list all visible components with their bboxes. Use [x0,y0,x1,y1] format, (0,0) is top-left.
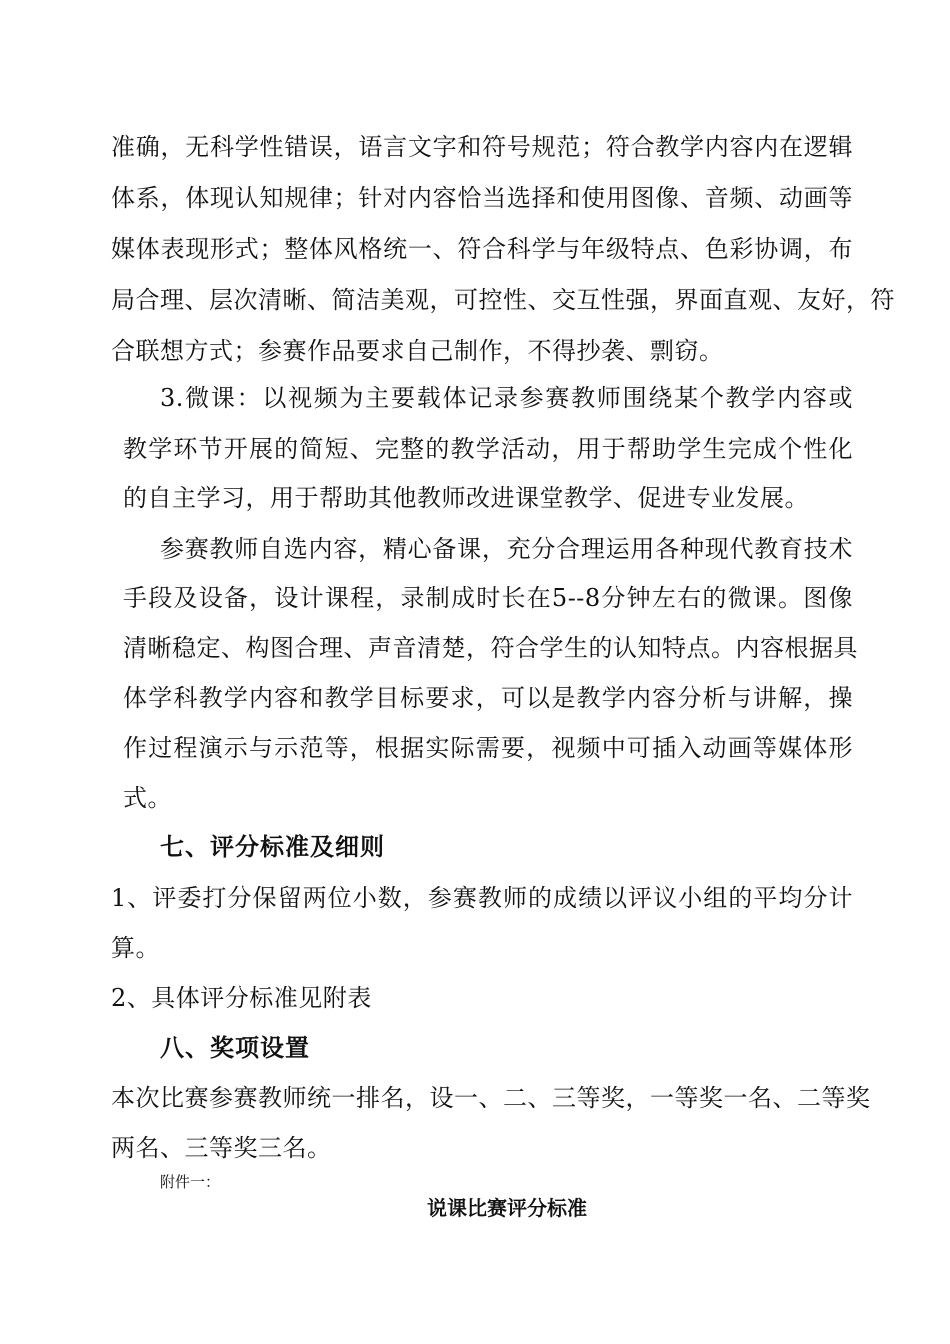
microlesson-detail-line: 式。 [123,784,172,812]
microlesson-detail-line: 参赛教师自选内容，精心备课，充分合理运用各种现代教育技术 [160,535,853,563]
paragraph-line: 媒体表现形式；整体风格统一、符合科学与年级特点、色彩协调，布 [111,235,853,263]
microlesson-detail-line: 体学科教学内容和教学目标要求，可以是教学内容分析与讲解，操 [123,684,853,712]
microlesson-detail-line: 清晰稳定、构图合理、声音清楚，符合学生的认知特点。内容根据具 [123,634,858,662]
scoring-item-1-line: 1、评委打分保留两位小数，参赛教师的成绩以评议小组的平均分计 [111,884,853,912]
microlesson-detail-line: 手段及设备，设计课程，录制成时长在5--8分钟左右的微课。图像 [123,584,853,612]
attachment-label: 附件一： [160,1173,221,1191]
awards-line: 本次比赛参赛教师统一排名，设一、二、三等奖，一等奖一名、二等奖 [111,1084,871,1112]
paragraph-line: 体系，体现认知规律；针对内容恰当选择和使用图像、音频、动画等 [111,184,853,212]
awards-line: 两名、三等奖三名。 [111,1134,332,1162]
scoring-item-2: 2、具体评分标准见附表 [111,984,372,1012]
paragraph-line: 合联想方式；参赛作品要求自己制作，不得抄袭、剽窃。 [111,337,724,365]
section-heading-seven: 七、评分标准及细则 [160,833,385,861]
microlesson-line: 的自主学习，用于帮助其他教师改进课堂教学、促进专业发展。 [123,484,809,512]
attachment-title: 说课比赛评分标准 [427,1196,587,1220]
paragraph-line: 局合理、层次清晰、简洁美观，可控性、交互性强，界面直观、友好，符 [111,286,895,314]
section-heading-eight: 八、奖项设置 [160,1034,310,1062]
microlesson-detail-line: 作过程演示与示范等，根据实际需要，视频中可插入动画等媒体形 [123,734,853,762]
paragraph-line: 准确，无科学性错误，语言文字和符号规范；符合教学内容内在逻辑 [111,133,853,161]
microlesson-line: 3.微课：以视频为主要载体记录参赛教师围绕某个教学内容或 [160,384,853,412]
scoring-item-1-line: 算。 [111,934,160,962]
microlesson-line: 教学环节开展的简短、完整的教学活动，用于帮助学生完成个性化 [123,435,853,463]
